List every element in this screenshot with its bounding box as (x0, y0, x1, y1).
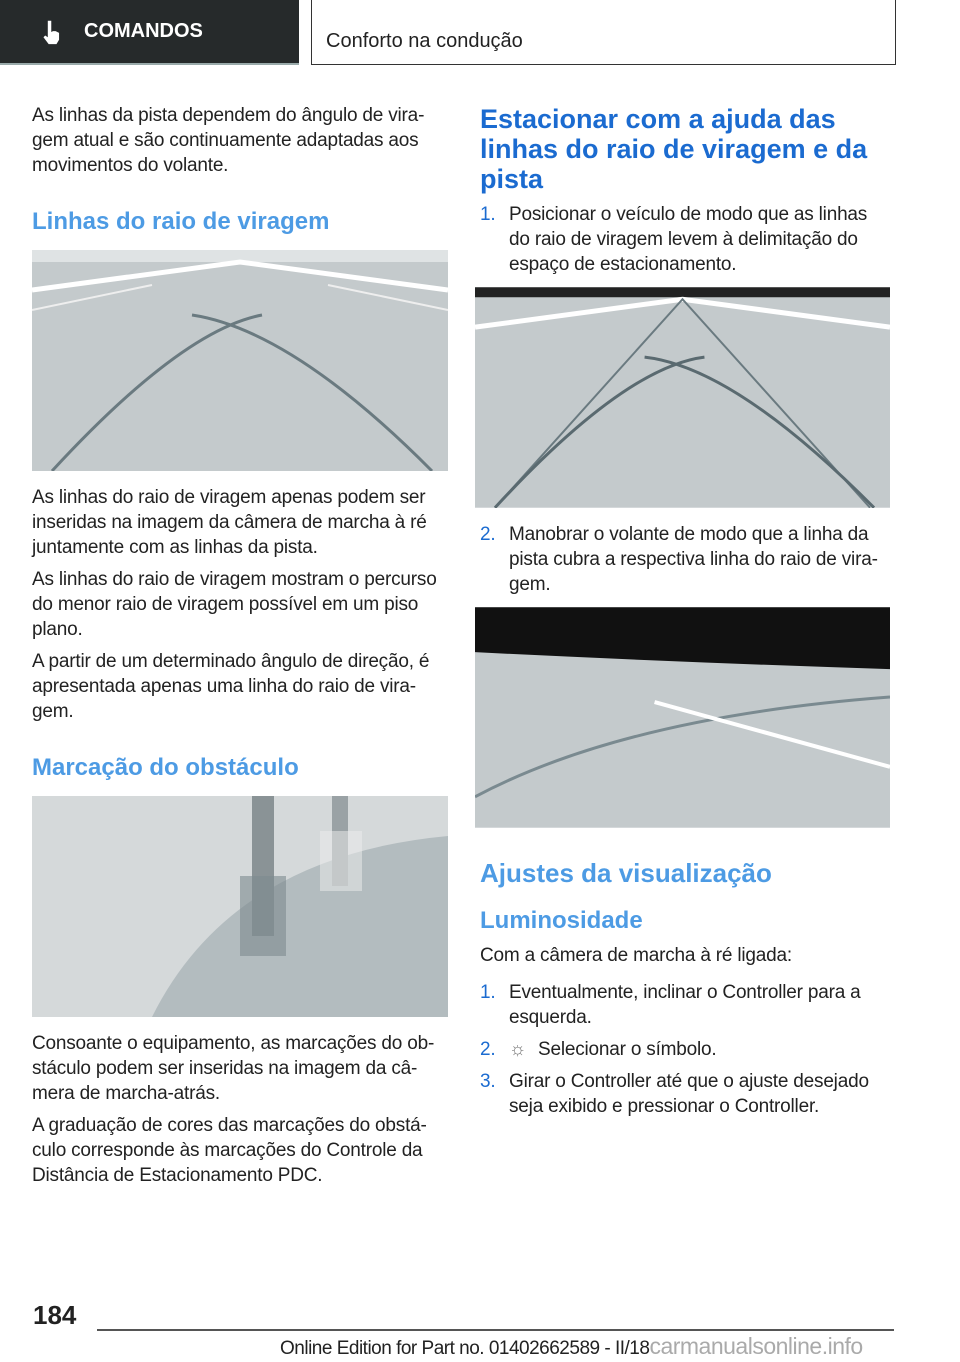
obstacle-paragraph-2: A graduação de cores das marcações do obstáculo corresponde às marcações do Controle da Distância de Estacionamento PDC. (32, 1115, 427, 1186)
right-column (480, 104, 891, 1126)
edition-text: Online Edition for Part no. 01402662589 - II/18 (280, 1338, 650, 1359)
heading-obstacle: Marcação do obstáculo (32, 754, 299, 781)
step-number: 2. (480, 1039, 496, 1060)
step-number: 1. (480, 982, 496, 1003)
list-item (480, 202, 891, 277)
step-text: Posicionar o veículo de modo que as linhas do raio de viragem levem à delimitação do espaço de estacionamento. (509, 204, 868, 275)
parking-figure-1 (475, 287, 890, 508)
step-number: 1. (480, 204, 496, 225)
footer (280, 1333, 863, 1360)
turn-paragraph-1: As linhas do raio de viragem apenas podem ser inseridas na imagem da câmera de marcha à ré juntamente com as linhas da pista. (32, 487, 427, 558)
list-item (480, 1037, 891, 1062)
list-item (480, 980, 891, 1030)
step-number: 2. (480, 524, 496, 545)
left-column (32, 103, 448, 1195)
heading-turn-lines: Linhas do raio de viragem (32, 208, 330, 235)
brightness-paragraph: Com a câmera de marcha à ré ligada: (480, 945, 792, 966)
hand-pointer-icon (38, 19, 68, 45)
watermark: carmanualsonline.info (649, 1333, 863, 1359)
step-text: Eventualmente, inclinar o Controller para a esquerda. (509, 982, 861, 1028)
list-item (480, 1069, 891, 1119)
heading-brightness: Luminosidade (480, 907, 643, 934)
turn-paragraph-3: A partir de um determinado ângulo de direção, é apresentada apenas uma linha do raio de viragem. (32, 651, 430, 722)
intro-paragraph: As linhas da pista dependem do ângulo de viragem atual e são continuamente adaptadas aos movimentos do volante. (32, 105, 425, 176)
heading-parking: Estacionar com a ajuda das linhas do raio de viragem e da pista (480, 104, 868, 194)
turn-paragraph-2: As linhas do raio de viragem mostram o percurso do menor raio de viragem possível em um piso plano. (32, 569, 437, 640)
turn-lines-figure (32, 250, 448, 471)
brightness-icon: ☼ (509, 1039, 527, 1060)
heading-display-settings: Ajustes da visualização (480, 858, 772, 888)
step-text: Manobrar o volante de modo que a linha da pista cubra a respectiva linha do raio de viragem. (509, 524, 878, 595)
section-title: COMANDOS (84, 20, 203, 42)
step-text: Selecionar o símbolo. (538, 1039, 717, 1060)
parking-figure-2 (475, 607, 890, 828)
obstacle-paragraph-1: Consoante o equipamento, as marcações do obstáculo podem ser inseridas na imagem da câmera de marcha-atrás. (32, 1033, 435, 1104)
step-number: 3. (480, 1071, 496, 1092)
footer-divider (97, 1329, 894, 1331)
obstacle-figure (32, 796, 448, 1017)
chapter-title: Conforto na condução (326, 30, 523, 52)
chapter-tab (311, 0, 896, 65)
step-text: Girar o Controller até que o ajuste desejado seja exibido e pressionar o Controller. (509, 1071, 869, 1117)
list-item (480, 522, 891, 597)
page-number: 184 (33, 1300, 77, 1330)
section-tab (0, 0, 299, 65)
